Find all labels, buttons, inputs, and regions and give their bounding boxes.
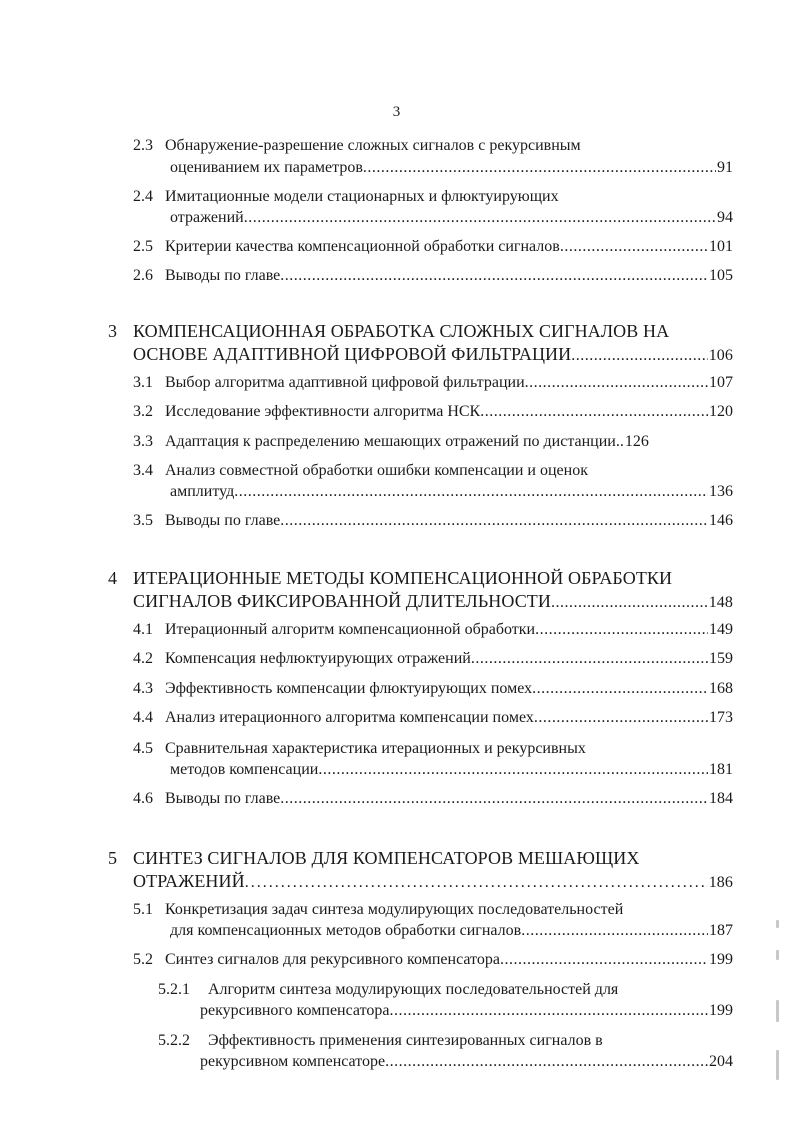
toc-chapter-title-line2: ОСНОВЕ АДАПТИВНОЙ ЦИФРОВОЙ ФИЛЬТРАЦИИ (133, 344, 572, 364)
toc-entry-number: 4.6 (133, 790, 153, 807)
toc-entry-title-line (165, 788, 733, 810)
toc-entry-number: 2.6 (133, 267, 153, 284)
toc-entry-page: 199 (709, 1002, 733, 1019)
leader-dots (234, 481, 708, 503)
toc-entry-title-cont (170, 920, 733, 942)
toc-entry-page: 181 (709, 761, 733, 778)
leader-dots (245, 872, 708, 892)
toc-entry-title-line (165, 236, 733, 258)
toc-chapter-title-line2: ОТРАЖЕНИЙ (133, 871, 245, 891)
leader-dots (534, 707, 708, 729)
toc-chapter-number: 4 (108, 568, 118, 588)
toc-entry-page: 149 (709, 621, 733, 638)
toc-entry-title-line (165, 401, 733, 423)
toc-entry-title: Компенсация нефлюктуирующих отражений (165, 650, 471, 667)
toc-chapter-title: ИТЕРАЦИОННЫЕ МЕТОДЫ КОМПЕНСАЦИОННОЙ ОБРАБОТКИ (133, 568, 673, 588)
toc-entry-page: 107 (709, 374, 733, 391)
toc-entry-title-line2: амплитуд (170, 483, 235, 500)
toc-chapter-title-cont (133, 870, 733, 892)
leader-dots (389, 1000, 708, 1022)
toc-entry-title: Имитационные модели стационарных и флюктуирующих (165, 188, 559, 205)
toc-entry-title: Алгоритм синтеза модулирующих последовательностей для (208, 981, 619, 998)
toc-entry-title: Выводы по главе (165, 267, 281, 284)
toc-entry-title-cont (170, 759, 733, 781)
toc-entry-title-line (165, 678, 733, 700)
toc-entry-title: Конкретизация задач синтеза модулирующих последовательностей (165, 901, 624, 918)
toc-chapter-page: 106 (708, 347, 733, 364)
toc-entry-page: 199 (709, 951, 733, 968)
toc-entry-title-cont (170, 157, 733, 179)
toc-entry-number: 5.2.2 (158, 1032, 190, 1049)
toc-chapter-title-line2: СИГНАЛОВ ФИКСИРОВАННОЙ ДЛИТЕЛЬНОСТИ (133, 591, 552, 611)
toc-entry-number: 5.1 (133, 901, 153, 918)
scan-artifact (776, 1050, 779, 1080)
toc-entry-title-line2: рекурсивного компенсатора (200, 1002, 390, 1019)
toc-entry-title-line (165, 648, 733, 670)
toc-entry-title: Критерии качества компенсационной обработки сигналов (165, 238, 560, 255)
leader-dots (280, 265, 708, 287)
toc-entry-title-cont (200, 1051, 733, 1073)
toc-entry-title: Итерационный алгоритм компенсационной обработки (165, 621, 536, 638)
toc-entry-title: Анализ совместной обработки ошибки компенсации и оценок (165, 462, 588, 479)
toc-entry-number: 3.2 (133, 403, 153, 420)
toc-entry-title: Выбор алгоритма адаптивной цифровой фильтрации (165, 374, 525, 391)
toc-entry-page: 120 (709, 403, 733, 420)
toc-entry-number: 5.2.1 (158, 981, 190, 998)
leader-dots (571, 345, 707, 365)
toc-chapter-title: КОМПЕНСАЦИОННАЯ ОБРАБОТКА СЛОЖНЫХ СИГНАЛОВ НА (133, 321, 670, 341)
page-number: 3 (392, 104, 401, 120)
leader-dots (521, 920, 708, 942)
toc-entry-page: 184 (709, 790, 733, 807)
toc-entry-page: 101 (709, 238, 733, 255)
leader-dots (535, 619, 708, 641)
leader-dots (532, 678, 708, 700)
toc-entry-page: 105 (709, 267, 733, 284)
toc-entry-page: 159 (709, 650, 733, 667)
toc-entry-page: 94 (717, 209, 733, 226)
leader-dots (551, 592, 708, 612)
toc-entry-title-line2: оцениванием их параметров (170, 159, 363, 176)
toc-entry-title-line (165, 707, 733, 729)
toc-chapter-title: СИНТЕЗ СИГНАЛОВ ДЛЯ КОМПЕНСАТОРОВ МЕШАЮЩИХ (133, 848, 640, 868)
toc-entry-title-line2: методов компенсации (170, 761, 319, 778)
leader-dots (525, 372, 708, 394)
scan-artifact (776, 1000, 779, 1022)
toc-entry-number: 3.4 (133, 462, 153, 479)
leader-dots (280, 788, 708, 810)
toc-entry-number: 3.3 (133, 433, 153, 450)
toc-entry-title-line2: рекурсивном компенсаторе (200, 1053, 386, 1070)
toc-entry-title-line2: для компенсационных методов обработки сигналов (170, 922, 522, 939)
toc-chapter-number: 5 (108, 848, 118, 868)
toc-entry-title-line (165, 619, 733, 641)
toc-entry-number: 3.5 (133, 512, 153, 529)
leader-dots (385, 1051, 708, 1073)
toc-entry-title: Анализ итерационного алгоритма компенсации помех (165, 709, 534, 726)
toc-entry-title-line (165, 431, 733, 453)
toc-entry-title-cont (170, 207, 733, 229)
toc-entry-page: 173 (709, 709, 733, 726)
scan-artifact (776, 920, 779, 928)
toc-entry-title-line (165, 949, 733, 971)
toc-chapter-number: 3 (108, 321, 118, 341)
toc-entry-page: 136 (709, 483, 733, 500)
leader-dots (363, 157, 716, 179)
toc-entry-title: Адаптация к распределению мешающих отражений по дистанции.. (165, 433, 624, 450)
toc-entry-title-line2: отражений (170, 209, 244, 226)
scan-artifact (776, 950, 779, 960)
toc-entry-number: 4.2 (133, 650, 153, 667)
toc-chapter-title-cont (133, 343, 733, 365)
toc-entry-title: Сравнительная характеристика итерационных и рекурсивных (165, 740, 586, 757)
toc-entry-number: 2.5 (133, 238, 153, 255)
toc-entry-number: 4.3 (133, 680, 153, 697)
leader-dots (280, 510, 708, 532)
toc-entry-number: 4.4 (133, 709, 153, 726)
toc-entry-page: 91 (717, 159, 733, 176)
toc-entry-number: 5.2 (133, 951, 153, 968)
leader-dots (244, 207, 716, 229)
toc-entry-title-line (165, 510, 733, 532)
toc-entry-title: Синтез сигналов для рекурсивного компенсатора (165, 951, 500, 968)
toc-entry-title: Эффективность применения синтезированных сигналов в (208, 1032, 603, 1049)
toc-entry-page: 126 (624, 433, 649, 450)
leader-dots (471, 648, 708, 670)
toc-entry-title-cont (200, 1000, 733, 1022)
toc-entry-number: 2.4 (133, 188, 153, 205)
toc-chapter-title-cont (133, 590, 733, 612)
toc-entry-number: 4.1 (133, 621, 153, 638)
toc-entry-title: Исследование эффективности алгоритма НСК (165, 403, 481, 420)
toc-entry-number: 2.3 (133, 137, 153, 154)
leader-dots (560, 236, 708, 258)
toc-chapter-page: 186 (708, 874, 733, 891)
toc-entry-title: Обнаружение-разрешение сложных сигналов с рекурсивным (165, 137, 581, 154)
toc-entry-number: 3.1 (133, 374, 153, 391)
toc-entry-title-line (165, 372, 733, 394)
toc-entry-title-line (165, 265, 733, 287)
toc-entry-title: Эффективность компенсации флюктуирующих помех (165, 680, 533, 697)
toc-entry-title: Выводы по главе (165, 790, 281, 807)
toc-entry-title-cont (170, 481, 733, 503)
toc-entry-title: Выводы по главе (165, 512, 281, 529)
toc-entry-page: 168 (709, 680, 733, 697)
leader-dots (500, 949, 708, 971)
toc-chapter-page: 148 (708, 594, 733, 611)
toc-entry-page: 146 (709, 512, 733, 529)
leader-dots (318, 759, 708, 781)
toc-entry-number: 4.5 (133, 740, 153, 757)
leader-dots (480, 401, 708, 423)
toc-entry-page: 187 (709, 922, 733, 939)
toc-entry-page: 204 (709, 1053, 733, 1070)
